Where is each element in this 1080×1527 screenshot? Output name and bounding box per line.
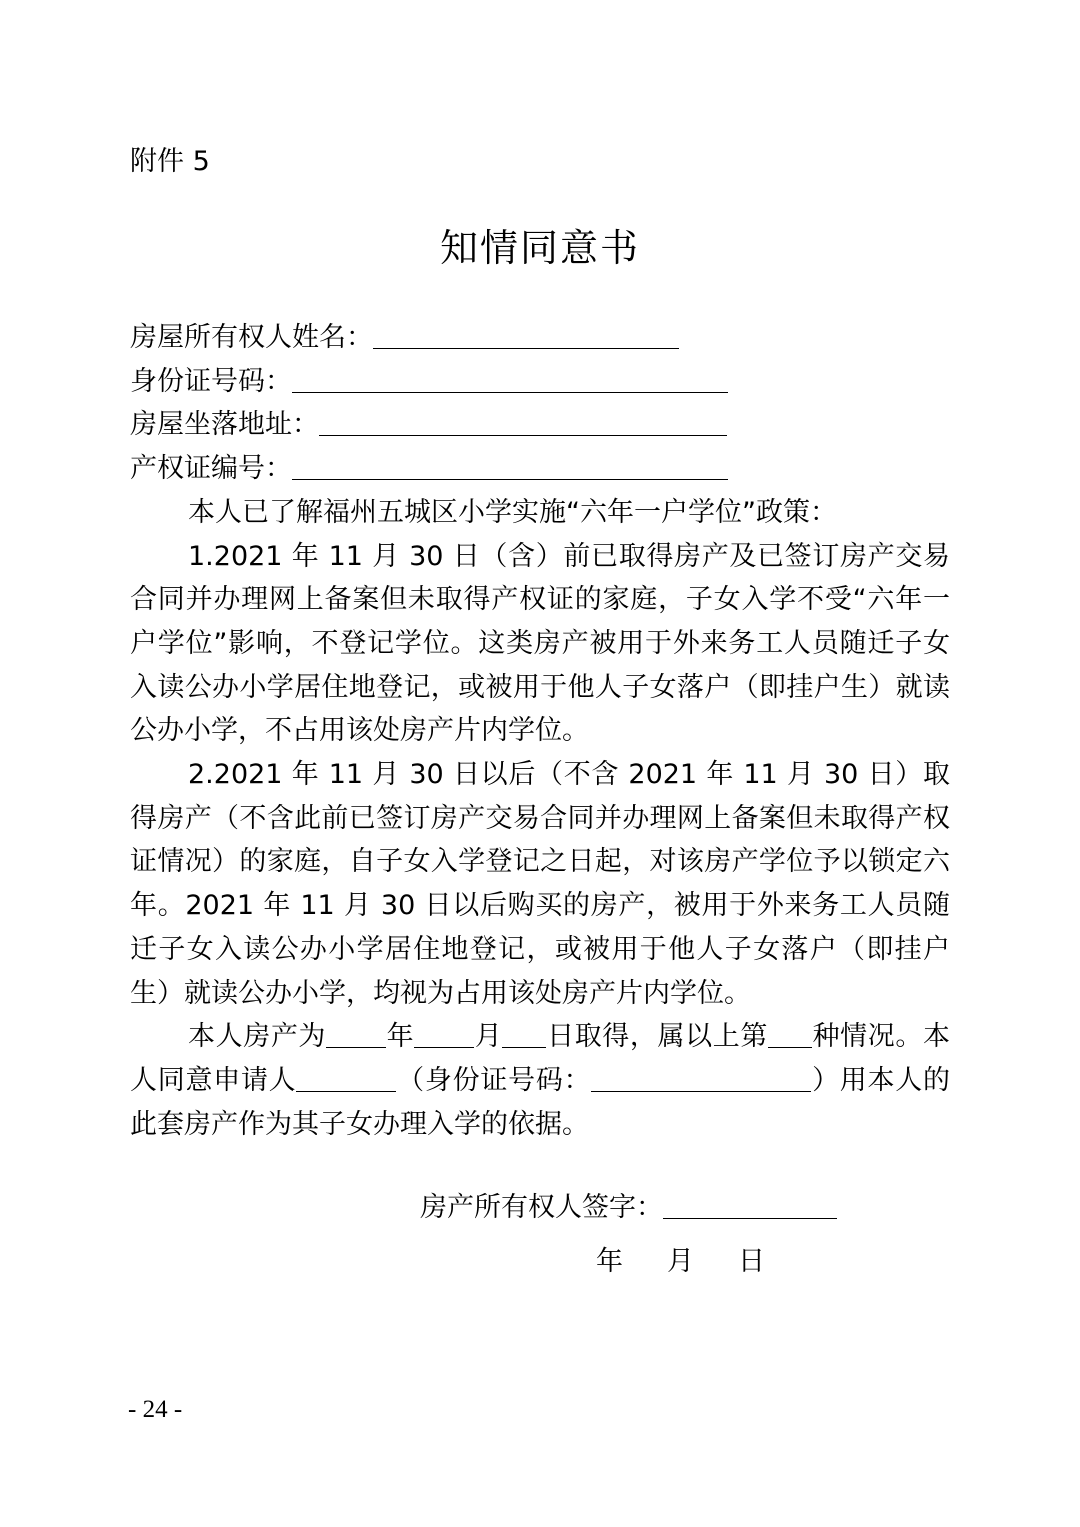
certificate-field (130, 447, 950, 491)
case-number-blank[interactable] (768, 1019, 812, 1048)
declaration-text-4: 日取得，属以上第 (546, 1021, 768, 1053)
signature-label: 房产所有权人签字： (420, 1192, 663, 1223)
attachment-label: 附件 5 (130, 146, 210, 177)
id-number-label: 身份证号码： (130, 365, 292, 397)
day-blank[interactable] (502, 1019, 546, 1048)
applicant-id-blank[interactable] (591, 1063, 811, 1092)
document-title: 知情同意书 (439, 226, 640, 270)
id-number-field (130, 360, 950, 404)
intro-paragraph: 本人已了解福州五城区小学实施“六年一户学位”政策： (188, 496, 837, 528)
document-body (130, 316, 950, 1146)
applicant-name-blank[interactable] (296, 1063, 396, 1092)
page-number: - 24 - (128, 1396, 183, 1423)
declaration-text-5: 种情况。本人同意申请人 (130, 1021, 951, 1096)
id-number-blank[interactable] (292, 364, 728, 393)
date-year-label: 年 (596, 1246, 623, 1277)
address-label: 房屋坐落地址： (130, 409, 319, 441)
year-blank[interactable] (326, 1019, 386, 1048)
address-blank[interactable] (319, 407, 727, 436)
owner-name-field (130, 316, 950, 360)
signature-blank[interactable] (663, 1190, 837, 1219)
address-field (130, 403, 950, 447)
certificate-label: 产权证编号： (130, 453, 292, 485)
policy-item-1: 1.2021 年 11 月 30 日（含）前已取得房产及已签订房产交易合同并办理网上备案但未取得产权证的家庭，子女入学不受“六年一户学位”影响，不登记学位。这类房产被用于外来务工人员随迁子女入读公办小学居住地登记，或被用于他人子女落户（即挂户生）就读公办小学，不占用该处房产片内学位。 (130, 540, 950, 747)
policy-item-2: 2.2021 年 11 月 30 日以后（不含 2021 年 11 月 30 日）取得房产（不含此前已签订房产交易合同并办理网上备案但未取得产权证情况）的家庭，自子女入学登记之日起，对该房产学位予以锁定六年。2021 年 11 月 30 日以后购买的房产，被用于外来务工人员随迁子女入读公办小学居住地登记，或被用于他人子女落户（即挂户生）就读公办小学，均视为占用该处房产片内学位。 (130, 759, 950, 1009)
owner-name-label: 房屋所有权人姓名： (130, 322, 373, 353)
owner-name-blank[interactable] (373, 320, 679, 349)
month-blank[interactable] (414, 1019, 474, 1048)
declaration-text-7: ）用本人的此套房产作为其子女办理入学的依据。 (130, 1064, 951, 1140)
date-day-label: 日 (738, 1246, 765, 1277)
certificate-blank[interactable] (292, 451, 728, 480)
signature-date (596, 1242, 765, 1282)
declaration-text-6: （身份证号码： (396, 1064, 592, 1096)
declaration-text-2: 年 (386, 1021, 415, 1053)
declaration-text-1: 本人房产为 (188, 1021, 327, 1053)
date-month-label: 月 (667, 1246, 694, 1277)
declaration-text-3: 月 (474, 1021, 503, 1053)
declaration-paragraph (130, 1015, 950, 1146)
signature-row (420, 1188, 837, 1228)
